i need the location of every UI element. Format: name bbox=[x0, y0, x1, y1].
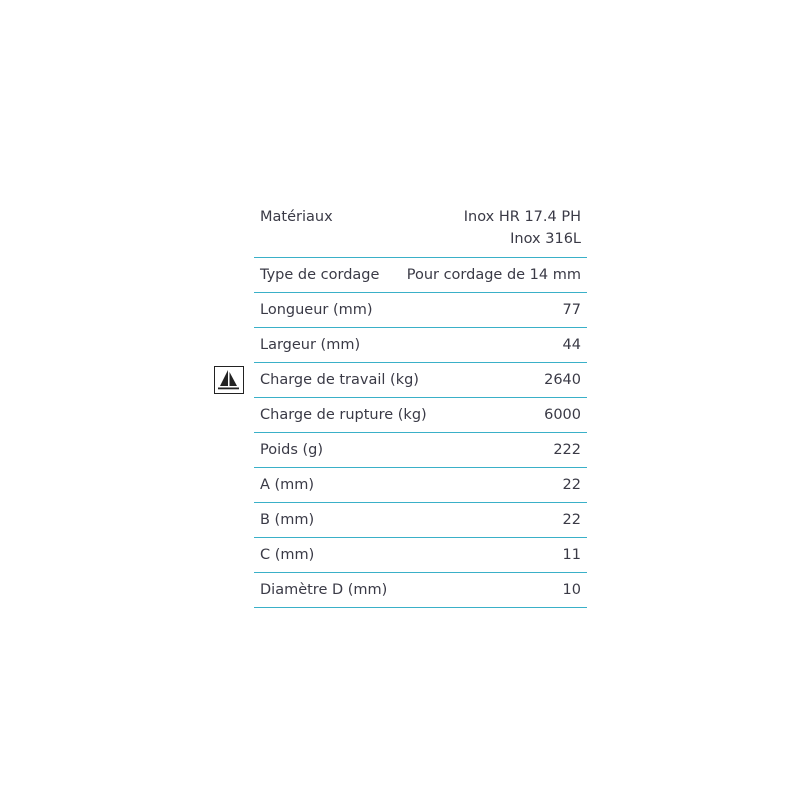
spec-label: C (mm) bbox=[260, 547, 315, 563]
spec-row-rope-type bbox=[254, 258, 587, 293]
spec-row-breaking-load bbox=[254, 398, 587, 433]
spec-row-working-load bbox=[254, 363, 587, 398]
spec-value: Pour cordage de 14 mm bbox=[406, 267, 581, 283]
spec-value: 6000 bbox=[544, 407, 581, 423]
material-value-2: Inox 316L bbox=[510, 231, 581, 247]
spec-label: Charge de rupture (kg) bbox=[260, 407, 427, 423]
spec-row-length bbox=[254, 293, 587, 328]
spec-value bbox=[464, 206, 581, 250]
spec-label: A (mm) bbox=[260, 477, 315, 493]
spec-label: Largeur (mm) bbox=[260, 337, 361, 353]
spec-table bbox=[254, 202, 587, 608]
sailboat-icon bbox=[214, 366, 244, 394]
spec-value: 222 bbox=[553, 442, 581, 458]
spec-row-materials bbox=[254, 202, 587, 258]
spec-value: 44 bbox=[562, 337, 581, 353]
spec-label: Poids (g) bbox=[260, 442, 324, 458]
spec-label: B (mm) bbox=[260, 512, 315, 528]
spec-label: Longueur (mm) bbox=[260, 302, 373, 318]
spec-label: Diamètre D (mm) bbox=[260, 582, 388, 598]
spec-label: Charge de travail (kg) bbox=[260, 372, 419, 388]
spec-row-width bbox=[254, 328, 587, 363]
material-value-1: Inox HR 17.4 PH bbox=[463, 209, 581, 225]
spec-value: 10 bbox=[562, 582, 581, 598]
spec-value: 22 bbox=[562, 477, 581, 493]
spec-value: 77 bbox=[562, 302, 581, 318]
spec-row-c bbox=[254, 538, 587, 573]
spec-row-a bbox=[254, 468, 587, 503]
spec-label: Matériaux bbox=[260, 209, 333, 225]
spec-value: 2640 bbox=[544, 372, 581, 388]
spec-row-b bbox=[254, 503, 587, 538]
spec-row-diameter bbox=[254, 573, 587, 608]
spec-value: 11 bbox=[562, 547, 581, 563]
spec-label: Type de cordage bbox=[260, 267, 380, 283]
spec-value: 22 bbox=[562, 512, 581, 528]
spec-row-weight bbox=[254, 433, 587, 468]
